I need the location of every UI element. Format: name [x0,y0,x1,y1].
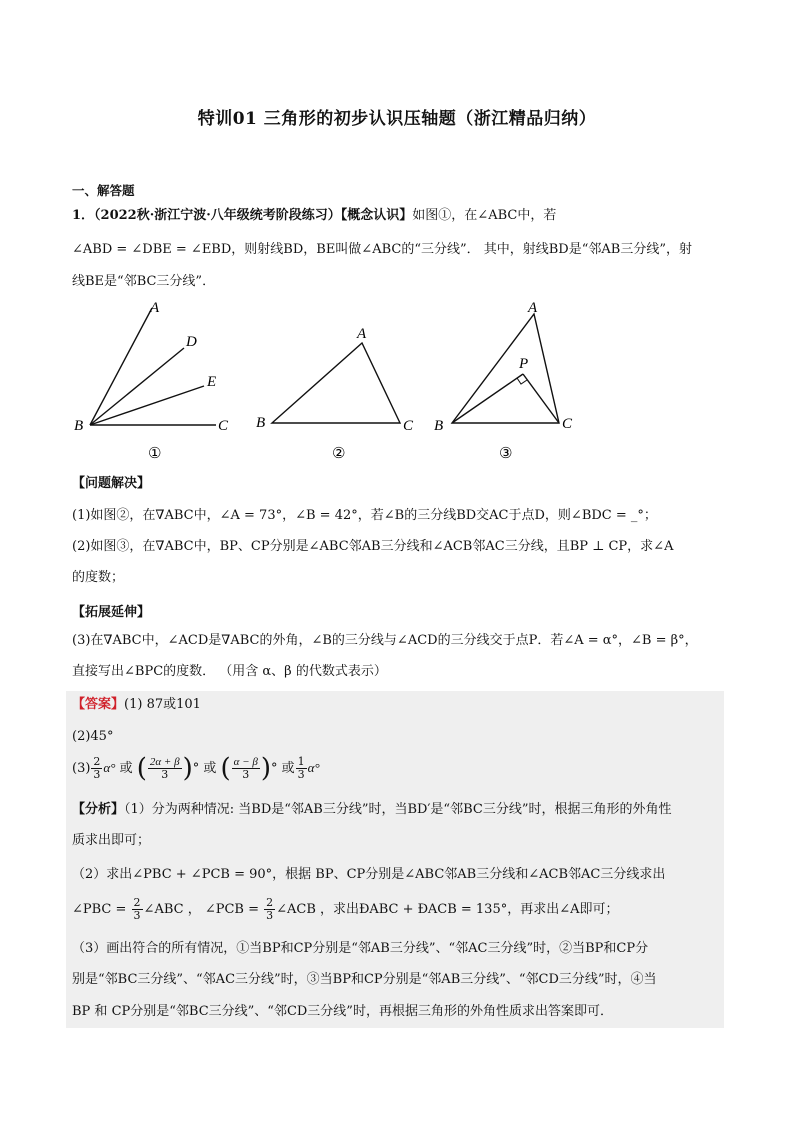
question-2-line-2: 的度数； [72,570,125,585]
intro-line-3: 线BE是“邻BC三分线”． [72,274,216,289]
section-heading: 一、解答题 [72,183,135,198]
question-3-line-2: 直接写出∠BPC的度数． （用含 α、β 的代数式表示） [72,664,387,679]
answer-3-fraction-4: $\frac{1}{3}$ [297,755,305,781]
analysis-1-line-1 [72,796,724,824]
fig1-label-c: C [218,418,229,434]
fig3-label-c: C [562,416,573,432]
problem-intro [72,202,724,230]
intro-line-2: ∠ABD = ∠DBE = ∠EBD，则射线BD，BE叫做∠ABC的“三分线”． 其中，射线BD是“邻AB三分线”，射 [72,242,692,257]
fig2-caption: ② [332,444,346,462]
analysis-1-line-2: 质求出即可； [72,833,151,848]
fig2-label-c: C [403,418,414,434]
fig1-label-d: D [186,334,197,350]
fig1-label-a: A [150,300,160,316]
analysis-2-line-2: ∠PBC = $\frac{2}{3}$ ∠ABC ， ∠PCB = $\frac{2}{3}$ ∠ACB ，求出ÐABC + ÐACB = 135°，再求出∠A即可； [72,896,619,922]
fig2-label-b: B [256,415,266,431]
answer-tag: 【答案】 [72,697,125,712]
fig1-label-e: E [207,374,217,390]
extension-heading: 【拓展延伸】 [72,605,151,620]
figure-1 [90,308,216,425]
analysis-3-line-1: （3）画出符合的所有情况，①当BP和CP分别是“邻AB三分线”、“邻AC三分线”时，②当BP和CP分 [72,941,649,956]
question-3-line-1: (3)在∇ABC中，∠ACD是∇ABC的外角，∠B的三分线与∠ACD的三分线交于点P．若∠A = α°，∠B = β°， [72,633,698,648]
question-2-line-1: (2)如图③，在∇ABC中，BP、CP分别是∠ABC邻AB三分线和∠ACB邻AC三分线，且BP ⊥ CP，求∠A [72,539,674,554]
problem-tag: 【概念认识】 [340,208,413,223]
answer-1 [72,694,201,716]
analysis-tag: 【分析】 [72,802,125,817]
answer-3-prefix: (3) [72,761,91,776]
problem-solving-heading: 【问题解决】 [72,476,151,491]
fig1-label-b: B [74,418,84,434]
answer-3-fraction-3: $\frac{\alpha - \beta}{3}$ [233,756,258,781]
page-title: 特训01 三角形的初步认识压轴题（浙江精品归纳） [197,109,597,129]
intro-line-1: 如图①，在∠ABC中，若 [412,208,557,223]
fig2-label-a: A [357,326,367,342]
answer-3-fraction-1: $\frac{2}{3}$ [93,755,101,781]
fig3-right-angle-mark [517,378,527,384]
ray-bd [90,348,184,425]
analysis-3-line-2: 别是“邻BC三分线”、“邻AC三分线”时，③当BP和CP分别是“邻AB三分线”、“邻CD三分线”时，④当 [72,972,657,987]
figures [72,292,732,464]
fig1-caption: ① [148,444,162,462]
analysis-3-line-3: BP 和 CP分别是“邻BC三分线”、“邻CD三分线”时，再根据三角形的外角性质求出答案即可． [72,1004,613,1019]
fig3-triangle [452,314,559,423]
problem-source: （2022秋·浙江宁波·八年级统考阶段练习） [94,208,341,223]
answer-1-text: (1) 87或101 [124,697,201,712]
fig3-label-a: A [528,300,538,316]
problem-number: 1． [72,208,95,223]
answer-2: (2)45° [72,729,114,744]
fig3-label-p: P [519,356,529,372]
analysis-1-text: （1）分为两种情况: 当BD是“邻AB三分线”时，当BD′是“邻BC三分线”时，根据三角形的外角性 [124,802,672,817]
figures-svg [72,292,732,464]
question-1: (1)如图②，在∇ABC中，∠A = 73°，∠B = 42°，若∠B的三分线BD交AC于点D，则∠BDC = _°； [72,508,657,523]
answer-3-fraction-2: $\frac{2\alpha + \beta}{3}$ [149,756,180,781]
fig3-caption: ③ [499,444,513,462]
figure-3 [452,314,559,423]
fig3-segment-bp [452,374,523,423]
fig3-label-b: B [434,418,444,434]
figure-2-triangle [272,343,400,423]
analysis-2-line-1: （2）求出∠PBC + ∠PCB = 90°，根据 BP、CP分别是∠ABC邻AB三分线和∠ACB邻AC三分线求出 [72,867,666,882]
answer-3: (3) $\frac{2}{3}$ α° 或 ( $\frac{2\alpha + \beta}{3}$ )° 或 ( $\frac{\alpha - \beta}{3}$ )° 或 $\frac{1}{3}$ α° [72,753,320,784]
